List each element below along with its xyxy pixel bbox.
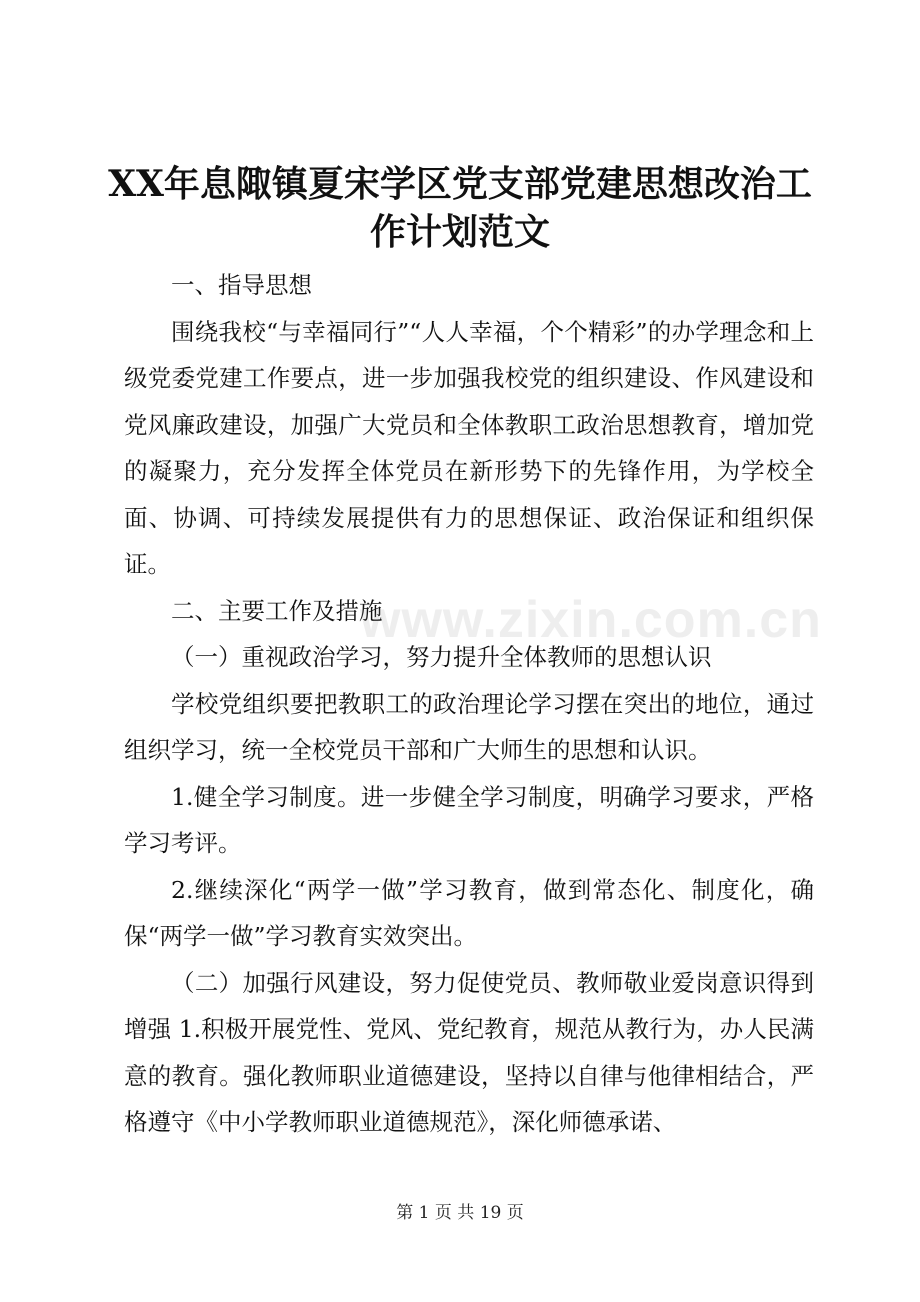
paragraph-guiding-ideology: 围绕我校“与幸福同行”“人人幸福，个个精彩”的办学理念和上级党委党建工作要点，进一步加强我校党的组织建设、作风建设和党风廉政建设，加强广大党员和全体教职工政治思想教育，增加党的凝聚力，充分发挥全体党员在新形势下的先锋作用，为学校全面、协调、可持续发展提供有力的思想保证、政治保证和组织保证。: [124, 317, 814, 578]
paragraph-political-study: 学校党组织要把教职工的政治理论学习摆在突出的地位，通过组织学习，统一全校党员干部和广大师生的思想和认识。: [124, 689, 814, 764]
paragraph-conduct-construction: （二）加强行风建设，努力促使党员、教师敬业爱岗意识得到增强 1.积极开展党性、党风、党纪教育，规范从教行为，办人民满意的教育。强化教师职业道德建设，坚持以自律与他律相结合，严格遵守《中小学教师职业道德规范》，深化师德承诺、: [124, 968, 814, 1136]
page-footer: 第 1 页 共 19 页: [396, 1203, 524, 1223]
watermark: www.zixin.com.cn: [360, 591, 822, 649]
subsection-heading-political-study: （一）重视政治学习，努力提升全体教师的思想认识: [171, 643, 712, 671]
list-item-study-system: 1.健全学习制度。进一步健全学习制度，明确学习要求，严格学习考评。: [124, 782, 814, 857]
list-item-two-studies: 2.继续深化“两学一做”学习教育，做到常态化、制度化，确保“两学一做”学习教育实效突出。: [124, 875, 814, 950]
document-title: XX年息陬镇夏宋学区党支部党建思想改治工作计划范文: [108, 163, 812, 253]
document-body: [124, 262, 822, 1146]
section-heading-main-work: 二、主要工作及措施: [171, 596, 383, 625]
section-heading-guiding-ideology: 一、指导思想: [171, 271, 312, 299]
